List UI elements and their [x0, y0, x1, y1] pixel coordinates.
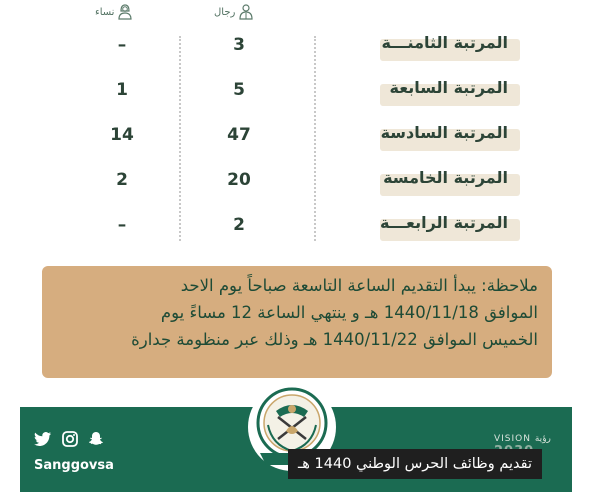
- table-row: [20, 33, 572, 65]
- table-row: [20, 213, 572, 245]
- men-column-header: [214, 4, 253, 20]
- table-row: [20, 168, 572, 200]
- vision-label: VISION رؤية: [494, 434, 551, 444]
- rank-label: المرتبة السادسة: [380, 123, 508, 142]
- men-label: رجال: [214, 6, 236, 18]
- women-count: 1: [116, 80, 128, 100]
- women-count: –: [117, 215, 127, 235]
- note-line: الموافق 1440/11/18 هـ و ينتهي الساعة 12 مساءً يوم: [160, 303, 538, 322]
- men-count: 3: [233, 35, 245, 55]
- social-handle: Sanggovsa: [34, 458, 114, 473]
- note-line: ملاحظة: يبدأ التقديم الساعة التاسعة صباحاً يوم الاحد: [180, 276, 538, 295]
- men-count: 2: [233, 215, 245, 235]
- rank-label: المرتبة الرابعـــة: [379, 213, 508, 232]
- women-column-header: [95, 4, 132, 20]
- women-count: 2: [116, 170, 128, 190]
- men-count: 47: [227, 125, 251, 145]
- table-row: [20, 123, 572, 155]
- men-count: 5: [233, 80, 245, 100]
- women-count: 14: [110, 125, 134, 145]
- women-count: –: [117, 35, 127, 55]
- caption-banner: تقديم وظائف الحرس الوطني 1440 هـ: [288, 449, 542, 479]
- rank-label: المرتبة السابعة: [389, 78, 508, 97]
- twitter-icon[interactable]: [34, 431, 52, 451]
- woman-icon: [118, 4, 132, 20]
- snapchat-icon[interactable]: [88, 431, 104, 451]
- social-icons: [34, 431, 104, 451]
- note-line: الخميس الموافق 1440/11/22 هـ وذلك عبر منظومة جدارة: [131, 330, 538, 349]
- rank-label: المرتبة الثامنـــة: [381, 33, 508, 52]
- rank-label: المرتبة الخامسة: [383, 168, 508, 187]
- instagram-icon[interactable]: [62, 431, 78, 451]
- men-count: 20: [227, 170, 251, 190]
- note-text: [54, 272, 538, 353]
- table-row: [20, 78, 572, 110]
- women-label: نساء: [95, 6, 115, 18]
- man-icon: [239, 4, 253, 20]
- infographic-card: [20, 0, 572, 492]
- note-box: [42, 266, 552, 378]
